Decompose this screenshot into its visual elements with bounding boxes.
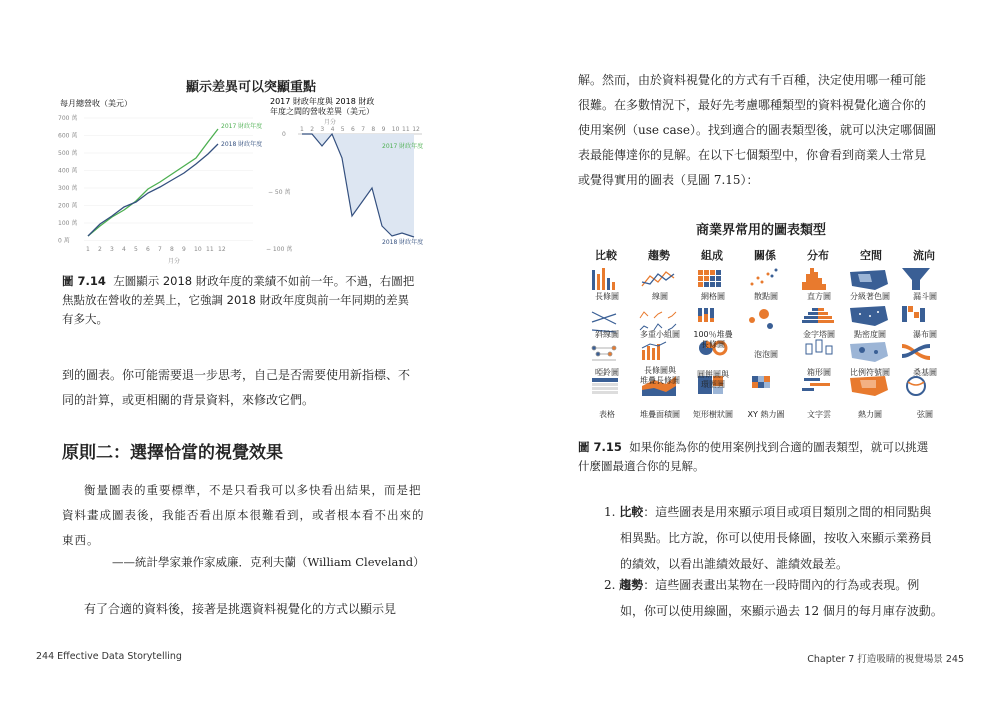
- col-distribution: 分布: [807, 249, 829, 262]
- label-2017: 2017 財政年度: [221, 123, 263, 130]
- quote-attribution: ——統計學家兼作家威廉．克利夫蘭（William Cleveland）: [112, 555, 425, 569]
- choropleth-map-icon: [850, 270, 888, 290]
- scatter-chart-icon: [751, 269, 778, 286]
- chart2-xtick: 11: [402, 126, 410, 133]
- quote-cont: 資料畫成圖表後，我能否看出原本很難看到，或者根本看不出來的 東西。: [62, 508, 425, 547]
- chart1-ytick: 600 萬: [58, 132, 78, 140]
- heatmap-icon: [850, 376, 888, 396]
- chord-diagram-icon: [907, 377, 925, 395]
- chart2-title-2: 年度之間的營收差異（美元）: [270, 107, 374, 116]
- label-line-chart: 線圖: [652, 292, 668, 301]
- bubble-chart-icon: [749, 309, 773, 329]
- chart2-ytick-0: 0: [282, 131, 286, 138]
- label-small-multiples: 多重小組圖: [640, 330, 680, 339]
- chart2-xtick: 1: [300, 126, 304, 133]
- col-flow: 流向: [913, 249, 935, 262]
- pyramid-chart-icon: [802, 308, 834, 323]
- chart2-label-2018: 2018 財政年度: [382, 239, 424, 246]
- chart1-xtick: 4: [122, 246, 126, 253]
- label-2018: 2018 財政年度: [221, 141, 263, 148]
- caption-label: 圖 7.14: [62, 274, 106, 288]
- chart1-ytick: 0 萬: [58, 237, 70, 245]
- label-boxplot: 箱形圖: [807, 368, 831, 377]
- label-bar-line: 長條圖與 堆疊長條圖: [640, 366, 680, 385]
- chart1-xtick: 7: [158, 246, 162, 253]
- small-multiples-icon: [640, 312, 676, 330]
- col-trend: 趨勢: [648, 249, 670, 262]
- table-icon: [592, 378, 618, 394]
- chart1-xtick: 2: [98, 246, 102, 253]
- label-sankey: 桑基圖: [913, 368, 937, 377]
- figure-title: 顯示差異可以突顯重點: [186, 80, 317, 95]
- chart2-xtick: 9: [381, 126, 386, 133]
- chart2-xtick: 6: [351, 126, 355, 133]
- funnel-icon: [902, 268, 930, 290]
- chart1-xtick: 5: [134, 246, 138, 253]
- chart1-xtick: 3: [110, 246, 114, 253]
- label-xy-heatmap: XY 熱力圖: [747, 410, 785, 419]
- col-comparison: 比較: [595, 249, 617, 262]
- quote: 衡量圖表的重要標準，不是只看我可以多快看出結果，而是把: [84, 483, 422, 497]
- revenue-line-chart: [58, 96, 263, 266]
- label-waterfall: 瀑布圖: [913, 330, 937, 339]
- label-chord: 弦圖: [917, 410, 933, 419]
- chart1-ytick: 500 萬: [58, 150, 78, 157]
- chart2-title-1: 2017 財政年度與 2018 財政: [270, 97, 375, 106]
- bar-line-chart-icon: [642, 342, 666, 360]
- dumbbell-chart-icon: [592, 346, 616, 360]
- list-item: 1. 比較：這些圖表是用來顯示項目或項目類別之間的相同點與 相異點。比方說，你可以使用長條圖，按收入來顯示業務員 的績效，以看出誰績效最好、誰績效最差。: [604, 505, 933, 571]
- chart2-xtick: 2: [310, 126, 315, 133]
- series-2017-line: [88, 129, 218, 236]
- chart1-title: 每月總營收（美元）: [60, 99, 132, 108]
- chart2-xtick: 8: [371, 126, 376, 133]
- figure-caption: 圖 7.14 左圖顯示 2018 財政年度的業績不如前一年。不過，右圖把 焦點放在營收的差異上，它強調 2018 財政年度與前一年同期的差異 有多大。: [62, 274, 415, 326]
- label-scatter: 散點圖: [754, 292, 778, 301]
- chart2-xtick: 10: [391, 126, 400, 133]
- chart-types-title: 商業界常用的圖表類型: [696, 223, 827, 238]
- revenue-difference-chart: [262, 96, 427, 261]
- label-pie: 圓餅圖與 環圈圖: [697, 370, 729, 389]
- label-proportional: 比例符號圖: [850, 368, 890, 377]
- chart1-xtick: 8: [170, 246, 174, 253]
- label-bar-chart: 長條圖: [595, 292, 619, 301]
- chart1-xtick: 6: [146, 246, 150, 253]
- chart2-xtick: 7: [361, 126, 366, 133]
- chart2-xtick: 3: [320, 126, 325, 133]
- chart1-ytick: 200 萬: [58, 202, 78, 210]
- chart1-ytick: 300 萬: [58, 185, 78, 192]
- sankey-diagram-icon: [902, 344, 930, 360]
- section-heading: 原則二：選擇恰當的視覺效果: [62, 443, 283, 463]
- right-page: [500, 0, 1000, 709]
- chart1-ytick: 700 萬: [58, 115, 78, 122]
- label-slope: 斜線圖: [595, 330, 619, 339]
- col-relationship: 關係: [754, 249, 776, 262]
- waterfall-chart-icon: [902, 306, 925, 322]
- chart1-ytick: 100 萬: [58, 220, 78, 227]
- right-paragraph-1: 解。然而，由於資料視覺化的方式有千百種，決定使用哪一種可能 很難。在多數情況下，最好先考慮哪種類型的資料視覺化適合你的 使用案例（use case）。找到適合的圖表類型後，就可以決定哪個圖 表最能傳達你的見解。在以下七個類型中，你會看到商業人士常見 或覺得實用的圖表（見圖 7.15）：: [578, 73, 936, 187]
- chart2-label-2017: 2017 財政年度: [382, 143, 424, 150]
- list-item: 2. 趨勢：這些圖表畫出某物在一段時間內的行為或表現。例 如，你可以使用線圖，來顯示過去 12 個月的每月庫存波動。: [604, 578, 943, 618]
- col-spatial: 空間: [860, 249, 882, 262]
- bar-chart-icon: [592, 268, 615, 290]
- label-stacked100: 100％堆疊 長條圖: [693, 330, 733, 349]
- chart2-xtick: 12: [412, 126, 420, 133]
- paragraph-2: 有了合適的資料後，接著是挑選資料視覺化的方式以顯示見: [84, 602, 397, 616]
- dot-density-map-icon: [850, 306, 888, 326]
- proportional-symbol-map-icon: [850, 342, 888, 362]
- label-dumbbell: 啞鈴圖: [595, 368, 619, 377]
- label-histogram: 直方圖: [807, 292, 831, 301]
- footer-left: 244 Effective Data Storytelling: [36, 651, 182, 662]
- label-treemap: 矩形樹狀圖: [693, 410, 733, 419]
- chart1-xtick: 10: [194, 246, 202, 253]
- label-bubble: 泡泡圖: [754, 350, 778, 359]
- histogram-icon: [802, 268, 826, 290]
- paragraph-1: 到的圖表。你可能需要退一步思考，自己是否需要使用新指標、不 同的計算，或更相關的背景資料，來修改它們。: [62, 368, 411, 407]
- label-stacked-area: 堆疊面積圖: [640, 410, 680, 419]
- chart2-ytick-1: − 50 萬: [268, 189, 291, 196]
- label-grid-chart: 網格圖: [701, 292, 725, 301]
- boxplot-icon: [806, 340, 832, 354]
- grid-chart-icon: [698, 270, 721, 287]
- chart2-ytick-2: − 100 萬: [266, 246, 293, 253]
- col-composition: 組成: [701, 249, 723, 262]
- label-funnel: 漏斗圖: [913, 292, 937, 301]
- label-choropleth: 分級著色圖: [850, 292, 890, 301]
- chart1-xtick: 1: [86, 246, 90, 253]
- label-pyramid: 金字塔圖: [803, 330, 835, 339]
- slope-chart-icon: [592, 312, 616, 332]
- chart1-xlabel: 月分: [168, 258, 181, 265]
- word-cloud-icon: [802, 378, 830, 391]
- chart1-ytick: 400 萬: [58, 167, 78, 175]
- chart-types-grid: [580, 264, 960, 424]
- chart1-xtick: 9: [182, 246, 186, 253]
- label-table: 表格: [599, 410, 615, 419]
- stacked-100-bar-icon: [698, 308, 714, 322]
- chart2-xtick: 4: [330, 126, 335, 133]
- series-2018-line: [88, 144, 218, 236]
- chart1-xtick: 11: [206, 246, 214, 253]
- xy-heatmap-icon: [752, 376, 770, 388]
- label-wordcloud: 文字雲: [807, 410, 831, 419]
- chart1-xtick: 12: [218, 246, 226, 253]
- label-heatmap: 熱力圖: [858, 410, 882, 419]
- figure-7-15-caption: 圖 7.15 如果你能為你的使用案例找到合適的圖表類型，就可以挑選 什麼圖最適合你的見解。: [578, 440, 929, 473]
- label-dot-density: 點密度圖: [854, 330, 886, 339]
- footer-right: Chapter 7 打造吸睛的視覺場景 245: [807, 654, 964, 665]
- chart2-xlabel: 月分: [324, 119, 337, 126]
- chart2-xtick: 5: [340, 126, 345, 133]
- line-chart-icon: [642, 272, 674, 286]
